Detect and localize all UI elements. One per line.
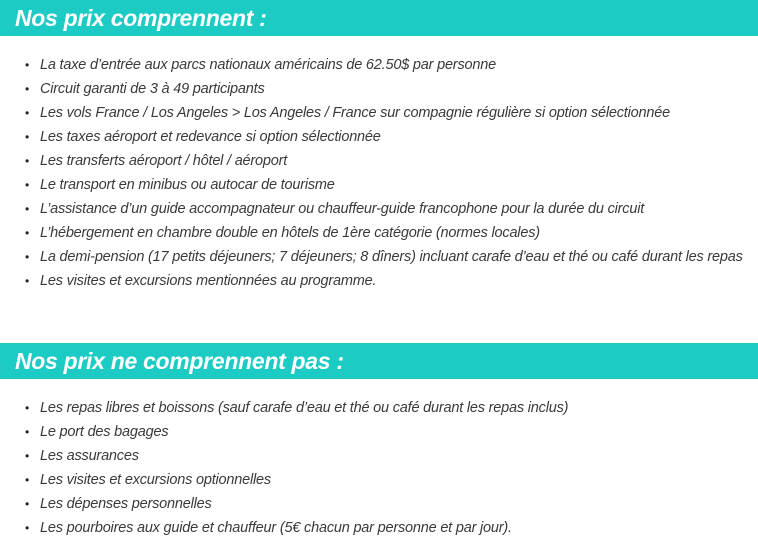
- bullet-icon: •: [25, 274, 30, 288]
- list-item-text: Le transport en minibus ou autocar de tourisme: [40, 177, 335, 193]
- list-item: [0, 173, 743, 197]
- list-item-text: Les vols France / Los Angeles > Los Angeles / France sur compagnie régulière si option sélectionnée: [40, 105, 670, 121]
- bullet-icon: •: [25, 401, 30, 415]
- list-item: [0, 197, 743, 221]
- bullet-icon: •: [25, 250, 30, 264]
- bullet-icon: •: [25, 425, 30, 439]
- list-item: [0, 53, 743, 77]
- included-header: Nos prix comprennent :: [0, 0, 758, 36]
- list-item: [0, 492, 568, 516]
- list-item: [0, 149, 743, 173]
- bullet-icon: •: [25, 82, 30, 96]
- list-item-text: Circuit garanti de 3 à 49 participants: [40, 81, 265, 97]
- bullet-icon: •: [25, 202, 30, 216]
- bullet-icon: •: [25, 154, 30, 168]
- list-item-text: La taxe d’entrée aux parcs nationaux américains de 62.50$ par personne: [40, 57, 496, 73]
- list-item: [0, 396, 568, 420]
- list-item-text: L’assistance d’un guide accompagnateur ou chauffeur-guide francophone pour la durée du circuit: [40, 201, 645, 217]
- bullet-icon: •: [25, 106, 30, 120]
- list-item: [0, 245, 743, 269]
- list-item: [0, 444, 568, 468]
- list-item-text: Les taxes aéroport et redevance si option sélectionnée: [40, 129, 381, 145]
- list-item: [0, 468, 568, 492]
- bullet-icon: •: [25, 178, 30, 192]
- excluded-header: Nos prix ne comprennent pas :: [0, 343, 758, 379]
- list-item: [0, 516, 568, 540]
- bullet-icon: •: [25, 521, 30, 535]
- list-item-text: Les visites et excursions optionnelles: [40, 472, 271, 488]
- bullet-icon: •: [25, 130, 30, 144]
- list-item-text: Les transferts aéroport / hôtel / aéroport: [40, 153, 288, 169]
- list-item: [0, 101, 743, 125]
- list-item-text: L’hébergement en chambre double en hôtels de 1ère catégorie (normes locales): [40, 225, 540, 241]
- list-item-text: Les assurances: [40, 448, 139, 464]
- list-item-text: La demi-pension (17 petits déjeuners; 7 déjeuners; 8 dîners) incluant carafe d’eau et thé ou café durant les repas: [40, 249, 743, 265]
- excluded-section: [0, 343, 758, 379]
- bullet-icon: •: [25, 449, 30, 463]
- list-item-text: Les repas libres et boissons (sauf carafe d’eau et thé ou café durant les repas inclus): [40, 400, 569, 416]
- bullet-icon: •: [25, 497, 30, 511]
- list-item-text: Le port des bagages: [40, 424, 169, 440]
- bullet-icon: •: [25, 58, 30, 72]
- included-list: [0, 53, 743, 293]
- excluded-list: [0, 396, 568, 540]
- list-item-text: Les visites et excursions mentionnées au programme.: [40, 273, 377, 289]
- included-section: [0, 0, 758, 36]
- list-item-text: Les pourboires aux guide et chauffeur (5€ chacun par personne et par jour).: [40, 520, 512, 536]
- bullet-icon: •: [25, 473, 30, 487]
- list-item-text: Les dépenses personnelles: [40, 496, 212, 512]
- list-item: [0, 77, 743, 101]
- list-item: [0, 221, 743, 245]
- list-item: [0, 269, 743, 293]
- list-item: [0, 420, 568, 444]
- bullet-icon: •: [25, 226, 30, 240]
- list-item: [0, 125, 743, 149]
